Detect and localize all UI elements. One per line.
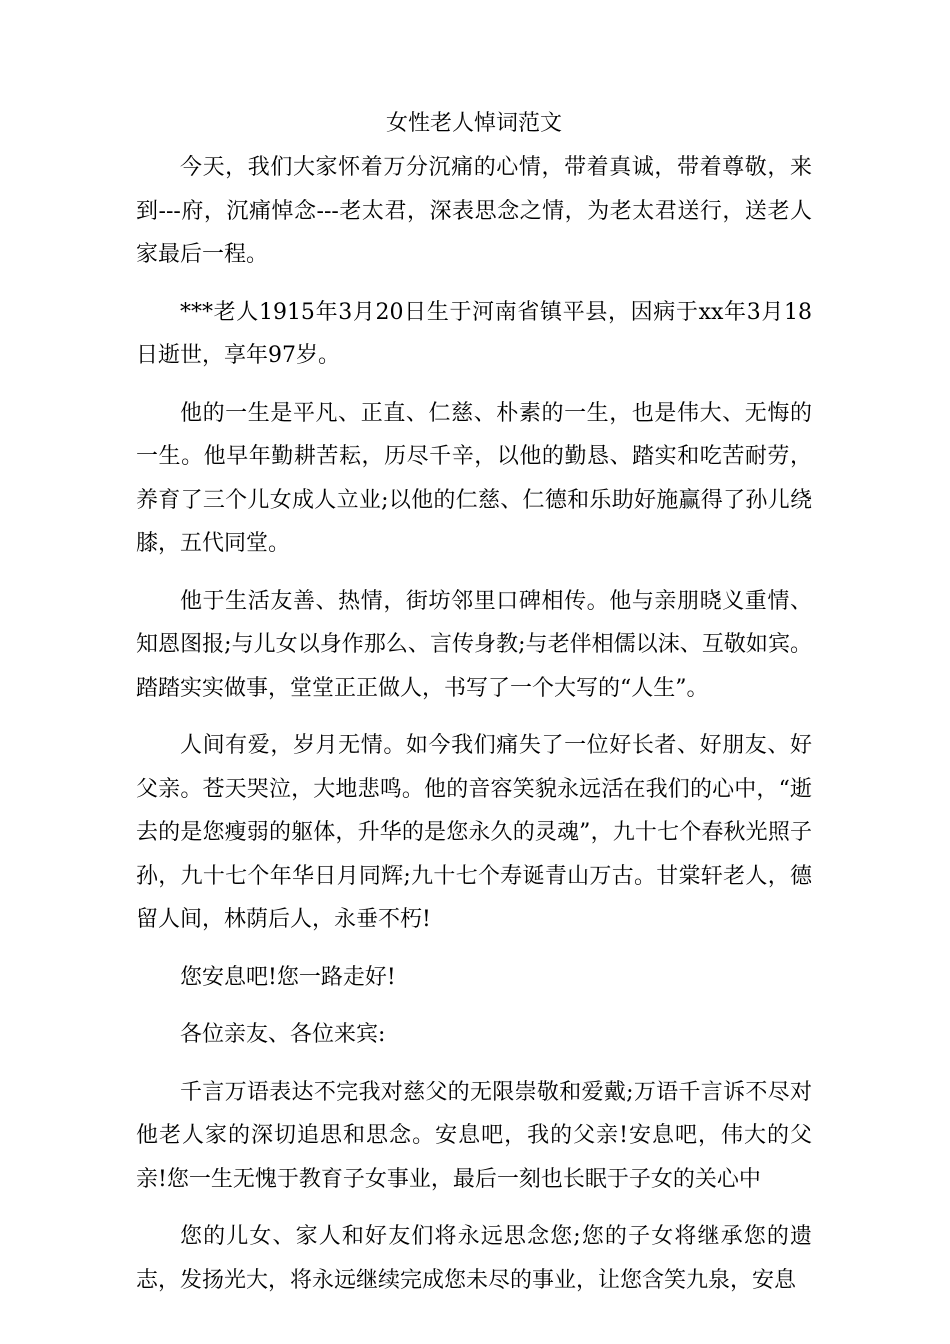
paragraph-tribute: 人间有爱，岁月无情。如今我们痛失了一位好长者、好朋友、好父亲。苍天哭泣，大地悲鸣。他的音容笑貌永远活在我们的心中，“逝去的是您瘦弱的躯体，升华的是您永久的灵魂”，九十七个春秋光照子孙，九十七个年华日月同辉;九十七个寿诞青山万古。甘棠轩老人，德留人间，林荫后人，永垂不朽!: [136, 733, 812, 932]
document-body: [136, 106, 812, 1316]
paragraph-remembrance: 千言万语表达不完我对慈父的无限崇敬和爱戴;万语千言诉不尽对他老人家的深切追思和思念。安息吧，我的父亲!安息吧，伟大的父亲!您一生无愧于教育子女事业，最后一刻也长眠于子女的关心中: [136, 1079, 812, 1192]
paragraph-farewell: 您安息吧!您一路走好!: [180, 964, 396, 990]
paragraph-closing: 您的儿女、家人和好友们将永远思念您;您的子女将继承您的遗志，发扬光大，将永远继续完成您未尽的事业，让您含笑九泉，安息: [136, 1224, 812, 1293]
paragraph-character: 他于生活友善、热情，街坊邻里口碑相传。他与亲朋晓义重情、知恩图报;与儿女以身作那么、言传身教;与老伴相儒以沫、互敬如宾。踏踏实实做事，堂堂正正做人，书写了一个大写的“人生”。: [136, 588, 812, 701]
paragraph-opening: 今天，我们大家怀着万分沉痛的心情，带着真诚，带着尊敬，来到---府，沉痛悼念---老太君，深表思念之情，为老太君送行，送老人家最后一程。: [136, 155, 812, 267]
paragraph-address: 各位亲友、各位来宾:: [180, 1022, 386, 1047]
document-title: 女性老人悼词范文: [385, 111, 562, 136]
paragraph-biography: ***老人1915年3月20日生于河南省镇平县，因病于xx年3月18日逝世，享年97岁。: [136, 299, 812, 368]
paragraph-life: 他的一生是平凡、正直、仁慈、朴素的一生，也是伟大、无悔的一生。他早年勤耕苦耘，历尽千辛，以他的勤恳、踏实和吃苦耐劳，养育了三个儿女成人立业;以他的仁慈、仁德和乐助好施赢得了孙儿绕膝，五代同堂。: [136, 400, 812, 556]
